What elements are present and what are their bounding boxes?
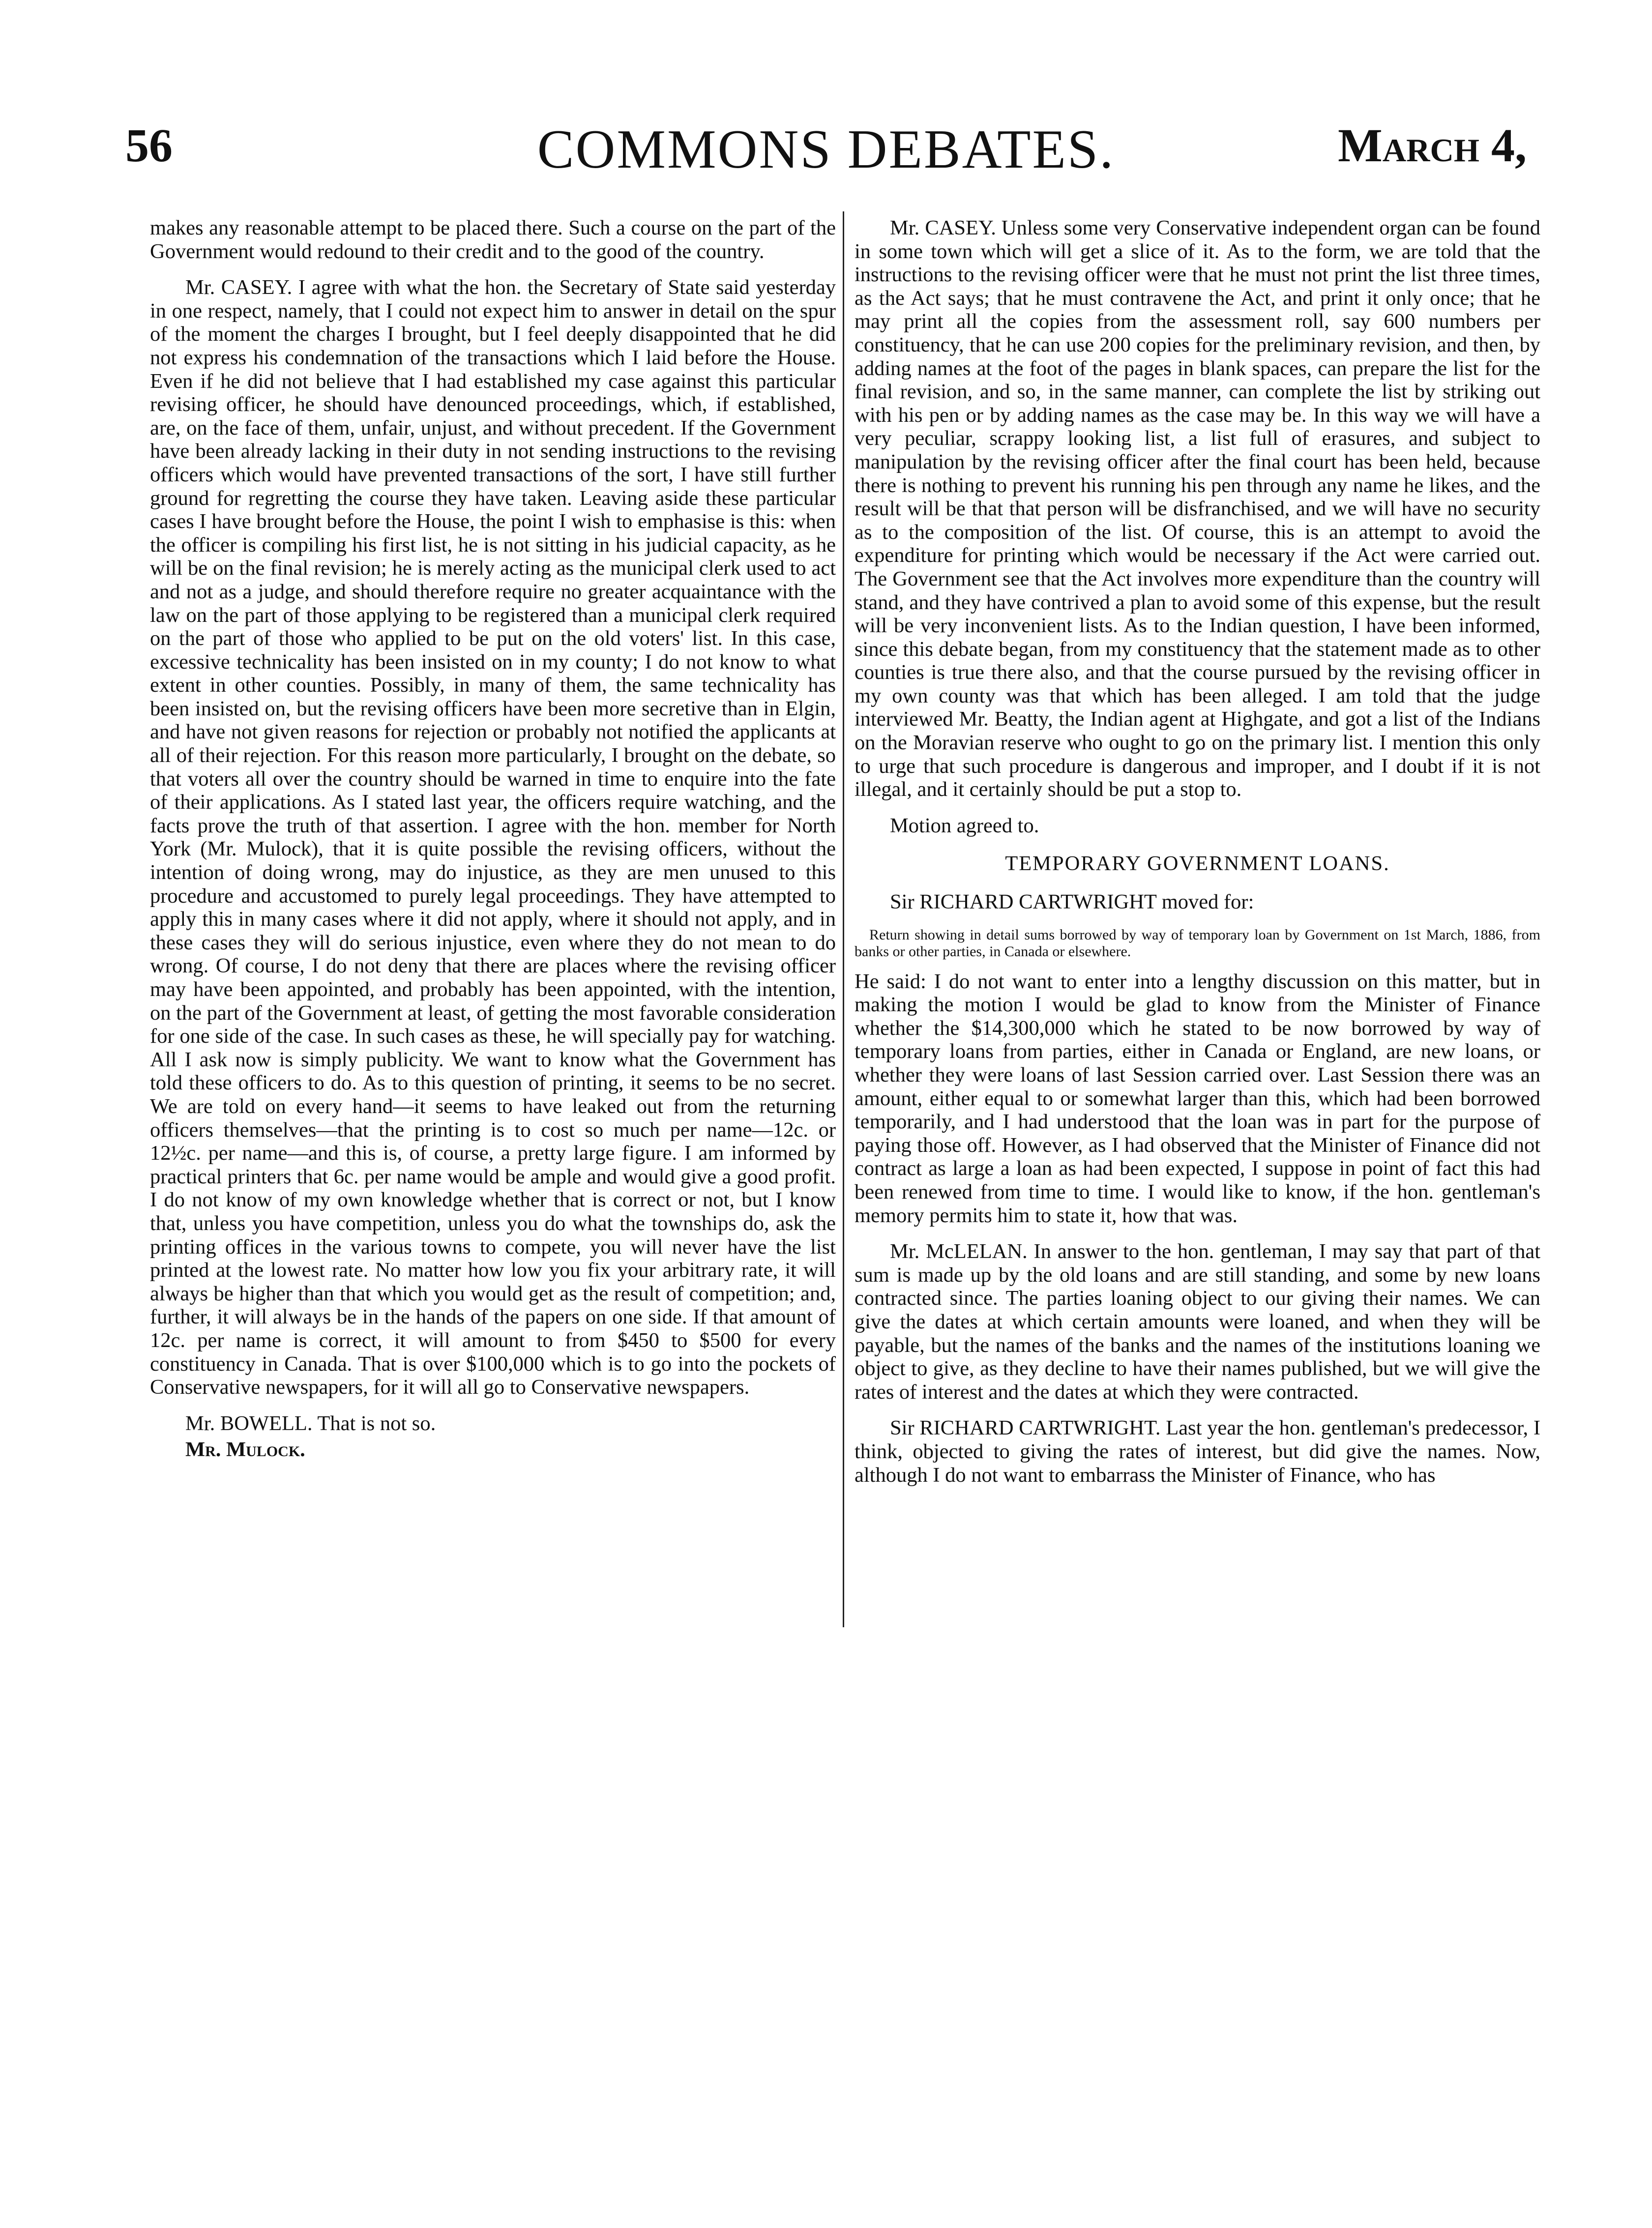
paragraph-bowell: Mr. BOWELL. That is not so. (185, 1411, 436, 1435)
paragraph-moved-for: Sir RICHARD CARTWRIGHT moved for: (890, 890, 1254, 914)
paragraph-motion-agreed: Motion agreed to. (890, 814, 1039, 837)
paragraph-mclelan: Mr. McLELAN. In answer to the hon. gentleman, I may say that part of that sum is made up by the old loans and are still standing, and some by new loans contracted since. The parties loaning object to our giving their names. We can give the dates at which certain amounts were loaned, and when they will be payable, but the names of the banks and the names of the institutions loaning we object to give, as they decline to have their names published, but we will give the rates of interest and the dates at which they were contracted. (855, 1240, 1540, 1404)
paragraph-continuation: makes any reasonable attempt to be placed there. Such a course on the part of the Government would redound to their credit and to the good of the country. (150, 216, 836, 263)
left-column (150, 216, 836, 1474)
header-date: March 4, (1338, 119, 1527, 172)
paragraph-he-said: He said: I do not want to enter into a lengthy discussion on this matter, but in making the motion I would be glad to know from the Minister of Finance whether the $14,300,000 which he stated to be now borrowed by way of temporary loans from parties, either in Canada or England, are new loans, or whether they were loans of last Session carried over. Last Session there was an amount, either equal to or somewhat larger than this, which had been borrowed temporarily, and I had understood that the loan was in part for the purpose of paying those off. However, as I had observed that the Minister of Finance did not contract as large a loan as had been expected, I suppose in point of fact this had been renewed from time to time. I would like to know, if the hon. gentleman's memory permits him to state it, how that was. (855, 969, 1540, 1227)
right-column (855, 216, 1540, 1499)
paragraph-mulock: Mr. Mulock. (185, 1438, 305, 1462)
motion-text: Return showing in detail sums borrowed by way of temporary loan by Government on 1st March, 1886, from banks or other parties, in Canada or elsewhere. (855, 926, 1540, 960)
section-heading: TEMPORARY GOVERNMENT LOANS. (1005, 852, 1390, 876)
column-divider (843, 211, 844, 1627)
page-number: 56 (125, 119, 173, 172)
page-header (125, 118, 1527, 202)
paragraph-casey-speech: Mr. CASEY. I agree with what the hon. the Secretary of State said yesterday in one respect, namely, that I could not expect him to answer in detail on the spur of the moment the charges I brought, but I feel deeply disappointed that he did not express his condemnation of the transactions which I laid before the House. Even if he did not believe that I had established my case against this particular revising officer, he should have denounced proceedings, which, if established, are, on the face of them, unfair, unjust, and without precedent. If the Government have been already lacking in their duty in not sending instructions to the revising officers which would have prevented transactions of the sort, I have still further ground for regretting the course they have taken. Leaving aside these particular cases I have brought before the House, the point I wish to emphasise is this: when the officer is compiling his first list, he is not sitting in his judicial capacity, as he will be on the final revision; he is merely acting as the municipal clerk used to act and not as a judge, and should therefore require no greater acquaintance with the law on the part of those applying to be registered than a municipal clerk required on the part of those who applied to be put on the old voters' list. In this case, excessive technicality has been insisted on in my county; I do not know to what extent in other counties. Possibly, in many of them, the same technicality has been insisted on, but the revising officers have been more secretive than in Elgin, and have not given reasons for rejection or probably not notified the applicants at all of their rejection. For this reason more particularly, I brought on the debate, so that voters all over the country should be warned in time to enquire into the fate of their applications. As I stated last year, the officers require watching, and the facts prove the truth of that assertion. I agree with the hon. member for North York (Mr. Mulock), that it is quite possible the revising officers, without the intention of doing wrong, may do injustice, as they are men unused to this procedure and accustomed to purely legal proceedings. They have attempted to apply this in many cases where it did not apply, where it should not apply, and in these cases they will do serious injustice, even where they do not mean to do wrong. Of course, I do not deny that there are places where the revising officer may have been appointed, and probably has been appointed, with the intention, on the part of the Government at least, of getting the most favorable consideration for one side of the case. In such cases as these, he will specially pay for watching. All I ask now is simply publicity. We want to know what the Government has told these officers to do. As to this question of printing, it seems to be no secret. We are told on every hand—it seems to have leaked out from the returning officers themselves—that the printing is to cost so much per name—12c. or 12½c. per name—and this is, of course, a pretty large figure. I am informed by practical printers that 6c. per name would be ample and would give a good profit. I do not know of my own knowledge whether that is correct or not, but I know that, unless you have competition, unless you do what the townships do, ask the printing offices in the various towns to compete, you will never have the list printed at the lowest rate. No matter how low you fix your arbitrary rate, it will always be higher than that which you would get as the result of competition; and, further, it will always be in the hands of the papers on one side. If that amount of 12c. per name is correct, it will amount to from $450 to $500 for every constituency in Canada. That is over $100,000 which is to go into the pockets of Conservative newspapers, for it will all go to Conservative newspapers. (150, 276, 836, 1399)
paragraph-casey-reply: Mr. CASEY. Unless some very Conservative independent organ can be found in some town which will get a slice of it. As to the form, we are told that the instructions to the revising officer were that he must not print the list three times, as the Act says; that he must contravene the Act, and print it only once; that he may print all the copies from the assessment roll, say 600 numbers per constituency, that he can use 200 copies for the preliminary revision, and then, by adding names at the foot of the pages in blank spaces, can prepare the list for the final revision, and so, in the same manner, can complete the list by striking out with his pen or by adding names as the case may be. In this way we will have a very peculiar, scrappy looking list, a list full of erasures, and subject to manipulation by the revising officer after the final court has been held, because there is nothing to prevent his running his pen through any name he likes, and the result will be that that person will be disfranchised, and we will have no security as to the composition of the list. Of course, this is an attempt to avoid the expenditure for printing which would be necessary if the Act were carried out. The Government see that the Act involves more expenditure than the country will stand, and they have contrived a plan to avoid some of this expense, but the result will be very inconvenient lists. As to the Indian question, I have been informed, since this debate began, from my constituency that the statement made as to other counties is true there also, and that the course pursued by the revising officer in my own county was that which has been alleged. I am told that the judge interviewed Mr. Beatty, the Indian agent at Highgate, and got a list of the Indians on the Moravian reserve who ought to go on the primary list. I mention this only to urge that such procedure is dangerous and improper, and I doubt if it is not illegal, and it certainly should be put a stop to. (855, 216, 1540, 801)
paragraph-cartwright: Sir RICHARD CARTWRIGHT. Last year the hon. gentleman's predecessor, I think, objected to giving the rates of interest, but did give the names. Now, although I do not want to embarrass the Minister of Finance, who has (855, 1416, 1540, 1487)
running-title: COMMONS DEBATES. (537, 119, 1115, 180)
